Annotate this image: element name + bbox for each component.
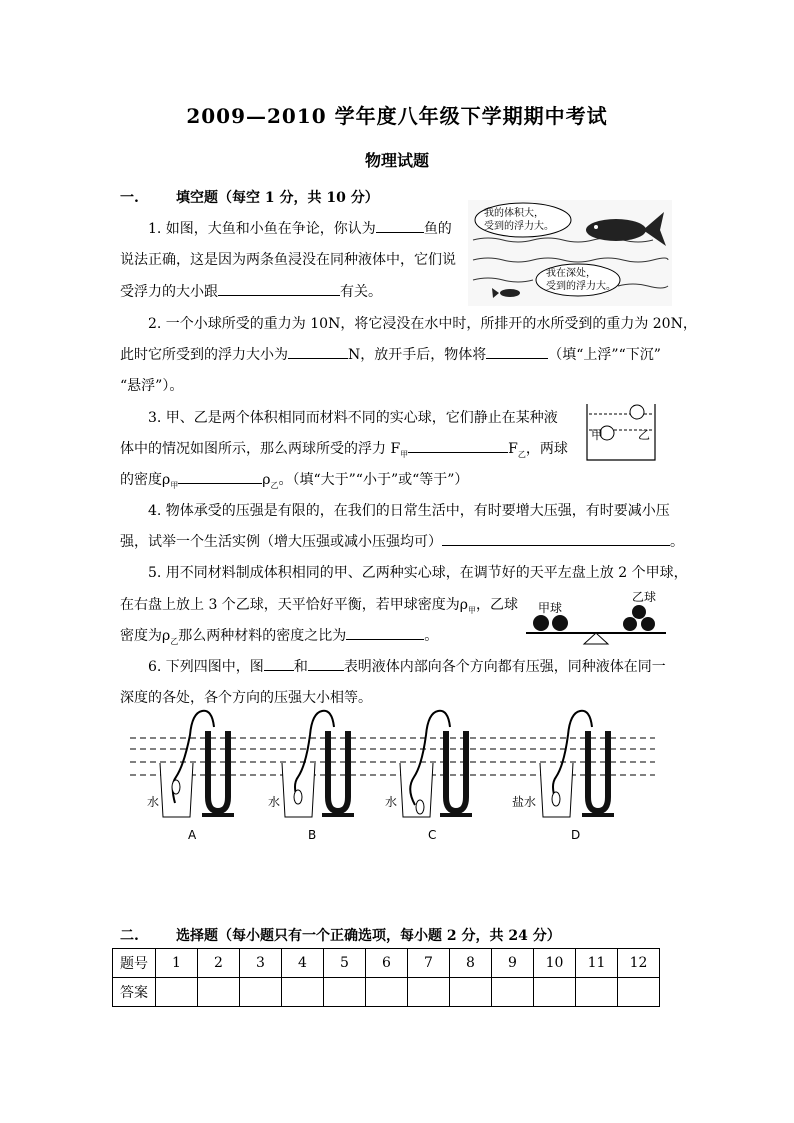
- q2-text-c: N，放开手后，物体将: [348, 347, 487, 363]
- q5-text-b2: ，乙球: [476, 597, 519, 613]
- answer-cell[interactable]: [240, 978, 282, 1007]
- q6-text-c: 表明液体内部向各个方向都有压强，同种液体在同一: [343, 659, 666, 675]
- big-fish-text-1: 我的体积大，: [484, 208, 544, 219]
- q2-line3: “悬浮”）。: [120, 378, 184, 394]
- figure-a-letter: A: [188, 828, 197, 842]
- q3-line1: 3. 甲、乙是两个体积相同而材料不同的实心球，它们静止在某种液: [148, 410, 558, 426]
- stand-base-icon: [322, 813, 354, 817]
- figure-c-letter: C: [428, 828, 437, 842]
- q6-blank-2[interactable]: [308, 656, 344, 671]
- answer-cell[interactable]: [534, 978, 576, 1007]
- q4-text-c: 。: [670, 534, 684, 550]
- figure-b-liquid-label: 水: [268, 795, 281, 809]
- q5-text-d: 。: [424, 628, 439, 644]
- answer-cell[interactable]: [576, 978, 618, 1007]
- ball-a-label: 甲: [591, 428, 604, 442]
- question-number-cell: 3: [240, 949, 282, 978]
- q5-sub-1: 甲: [468, 605, 477, 615]
- q5-blank-1[interactable]: [346, 625, 424, 640]
- stand-base-icon: [202, 813, 234, 817]
- q2-line1: 2. 一个小球所受的重力为 10N，将它浸没在水中时，所排开的水所受到的重力为 20N，: [148, 316, 697, 332]
- answer-cell[interactable]: [450, 978, 492, 1007]
- q1-text-b: 鱼的: [423, 221, 452, 237]
- ball-b-label: 乙: [638, 428, 651, 442]
- q3-sub-2: 乙: [517, 449, 526, 459]
- page-subtitle: 物理试题: [364, 151, 429, 170]
- ball-b-group-label: 乙球: [632, 590, 657, 604]
- q6-text-a: 6. 下列四图中，图: [148, 659, 264, 675]
- small-fish-text-1: 我在深处，: [546, 268, 596, 279]
- small-fish-text-2: 受到的浮力大。: [546, 281, 616, 292]
- q3-blank-1[interactable]: [408, 438, 508, 453]
- u-tube-icon: [328, 731, 348, 811]
- q5-line1: 5. 用不同材料制成体积相同的甲、乙两种实心球，在调节好的天平左盘上放 2 个甲球，: [148, 565, 688, 581]
- question-number-cell: 11: [576, 949, 618, 978]
- q2-line2: [120, 344, 661, 364]
- q1-text-d: 受浮力的大小跟: [120, 284, 218, 300]
- q4-blank-1[interactable]: [442, 531, 670, 546]
- answer-cell[interactable]: [198, 978, 240, 1007]
- answer-cell[interactable]: [324, 978, 366, 1007]
- u-tube-icon: [446, 731, 466, 811]
- q3-text-b: 体中的情况如图所示，那么两球所受的浮力 F: [120, 441, 401, 457]
- q6-line2: 深度的各处，各个方向的压强大小相等。: [120, 690, 372, 706]
- q3-sub-3: 甲: [170, 480, 179, 490]
- question-number-cell: 1: [156, 949, 198, 978]
- container-figure: [585, 402, 659, 464]
- q3-blank-2[interactable]: [178, 469, 262, 484]
- section1-heading: 填空题（每空 1 分，共 10 分）: [176, 190, 379, 206]
- q5-text-c: 密度为ρ: [120, 628, 171, 644]
- figure-d: [512, 711, 614, 842]
- answer-cell[interactable]: [408, 978, 450, 1007]
- balance-figure: [522, 588, 672, 648]
- answer-cell[interactable]: [156, 978, 198, 1007]
- q1-line2: 说法正确，这是因为两条鱼浸没在同种液体中，它们说: [120, 252, 456, 268]
- probe-icon: [416, 800, 424, 814]
- figure-d-liquid-label: 盐水: [512, 795, 537, 809]
- page-title: 2009—2010 学年度八年级下学期期中考试: [186, 104, 608, 128]
- q6-text-b: 和: [293, 659, 308, 675]
- q3-text-d: 的密度ρ: [120, 472, 171, 488]
- question-number-cell: 8: [450, 949, 492, 978]
- question-number-cell: 7: [408, 949, 450, 978]
- q4-text-b: 强，试举一个生活实例（增大压强或减小压强均可）: [120, 534, 442, 550]
- q1-text-e: 有关。: [340, 284, 382, 300]
- figure-b-letter: B: [308, 828, 317, 842]
- probe-icon: [294, 790, 302, 804]
- big-fish-text-2: 受到的浮力大。: [484, 221, 554, 232]
- question-number-cell: 12: [618, 949, 660, 978]
- section1-number: 一.: [120, 190, 139, 206]
- question-number-cell: 6: [366, 949, 408, 978]
- figure-a: [147, 711, 234, 842]
- answer-table: [112, 948, 660, 1007]
- q3-text-c: F: [508, 441, 518, 457]
- q3-line3: [120, 469, 468, 491]
- ball-b-icon: [632, 605, 646, 619]
- figure-d-letter: D: [571, 828, 581, 842]
- q3-text-e: ρ: [262, 472, 271, 488]
- q4-line2: [120, 531, 684, 551]
- answer-cell[interactable]: [366, 978, 408, 1007]
- q5-text-b: 在右盘上放上 3 个乙球，天平恰好平衡，若甲球密度为ρ: [120, 597, 469, 613]
- ball-a-icon: [533, 615, 549, 631]
- question-number-cell: 10: [534, 949, 576, 978]
- q5-line2: [120, 594, 518, 616]
- row-label-answer: 答案: [113, 978, 156, 1007]
- q4-line1: 4. 物体承受的压强是有限的，在我们的日常生活中，有时要增大压强，有时要减小压: [148, 503, 670, 519]
- question-number-cell: 2: [198, 949, 240, 978]
- row-label-question-number: 题号: [113, 949, 156, 978]
- question-number-cell: 5: [324, 949, 366, 978]
- probe-icon: [552, 792, 560, 806]
- stand-base-icon: [440, 813, 472, 817]
- q3-sub-1: 甲: [400, 449, 409, 459]
- question-number-cell: 9: [492, 949, 534, 978]
- q1-text-a: 1. 如图，大鱼和小鱼在争论，你认为: [148, 221, 376, 237]
- stand-base-icon: [582, 813, 614, 817]
- ball-a-icon: [552, 615, 568, 631]
- q2-text-d: （填“上浮”“下沉”: [548, 347, 661, 363]
- answer-table-answer-row: [113, 978, 660, 1007]
- ball-a-group-label: 甲球: [538, 601, 563, 615]
- pressure-figures: [130, 705, 660, 845]
- q1-blank-2[interactable]: [218, 281, 340, 296]
- answer-cell[interactable]: [492, 978, 534, 1007]
- q5-line3: [120, 625, 438, 647]
- q1-line3: [120, 281, 382, 301]
- section2-heading: 选择题（每小题只有一个正确选项，每小题 2 分，共 24 分）: [176, 928, 561, 944]
- q5-sub-2: 乙: [170, 636, 179, 646]
- q2-blank-2[interactable]: [486, 344, 548, 359]
- fish-figure: [468, 200, 672, 306]
- u-tube-icon: [588, 731, 608, 811]
- figure-a-liquid-label: 水: [147, 795, 160, 809]
- figure-c-liquid-label: 水: [385, 795, 398, 809]
- answer-cell[interactable]: [282, 978, 324, 1007]
- q2-text-b: 此时它所受到的浮力大小为: [120, 347, 288, 363]
- q3-text-c2: ，两球: [525, 441, 568, 457]
- question-number-cell: 4: [282, 949, 324, 978]
- beaker-icon: [540, 763, 573, 817]
- q1-line1: [148, 218, 452, 238]
- q6-blank-1[interactable]: [264, 656, 294, 671]
- u-tube-icon: [208, 731, 228, 811]
- probe-icon: [172, 780, 180, 794]
- answer-table-header-row: [113, 949, 660, 978]
- q1-blank-1[interactable]: [376, 218, 424, 233]
- ball-b-icon: [630, 405, 644, 419]
- balance-fulcrum-icon: [584, 633, 608, 644]
- figure-b: [268, 711, 354, 842]
- section2-number: 二.: [120, 928, 139, 944]
- q6-line1: [148, 656, 666, 676]
- figure-c: [385, 711, 472, 842]
- q3-line2: [120, 438, 568, 460]
- ball-b-icon: [623, 617, 637, 631]
- answer-cell[interactable]: [618, 978, 660, 1007]
- q3-text-f: 。（填“大于”“小于”或“等于”）: [278, 472, 469, 488]
- q3-sub-4: 乙: [270, 480, 279, 490]
- q2-blank-1[interactable]: [288, 344, 348, 359]
- ball-b-icon: [641, 617, 655, 631]
- q5-text-c2: 那么两种材料的密度之比为: [178, 628, 347, 644]
